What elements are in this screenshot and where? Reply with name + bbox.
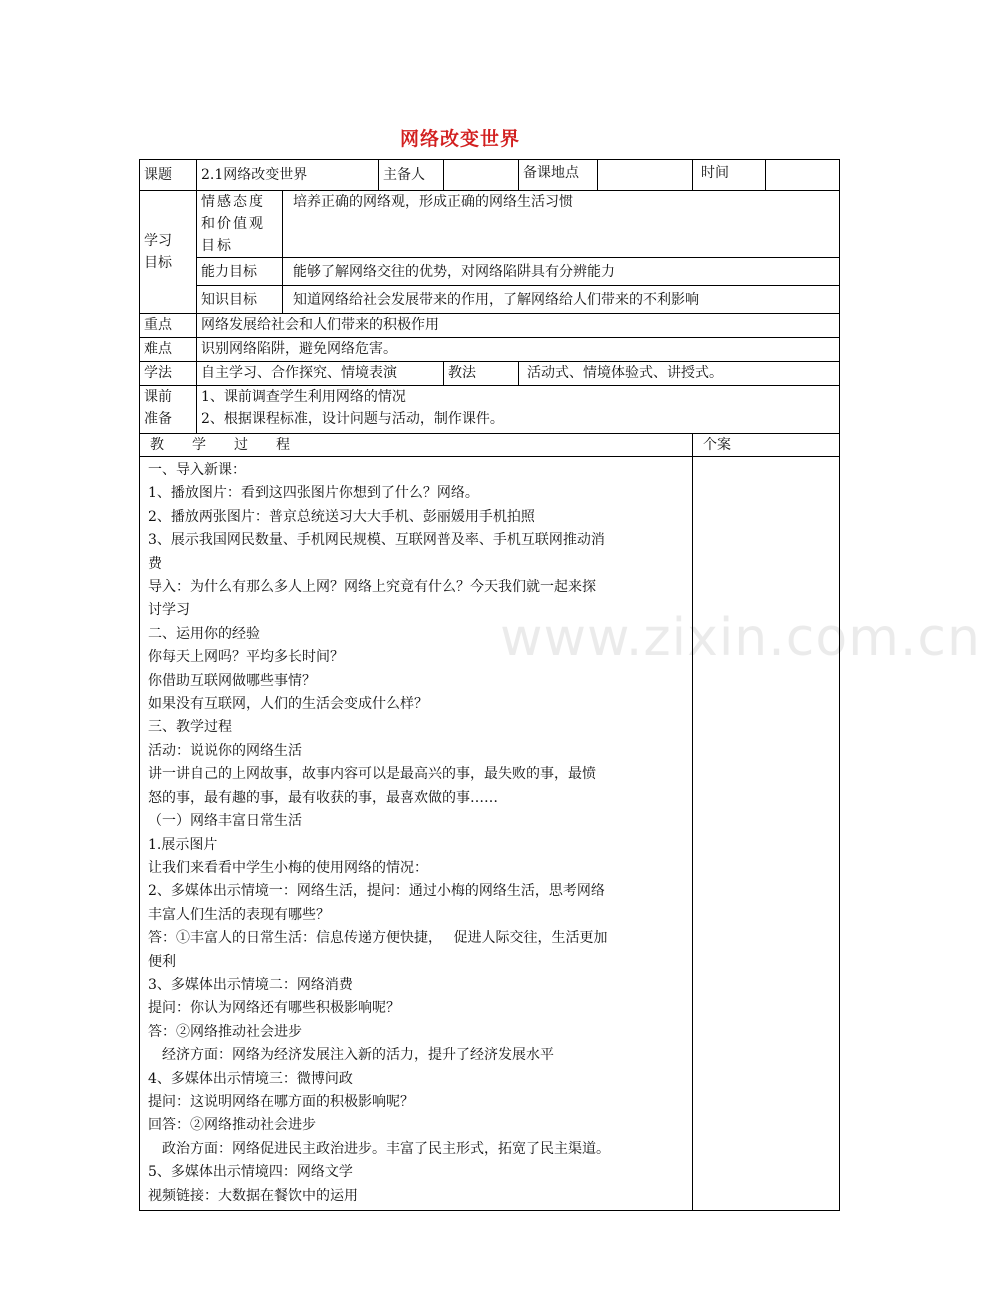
process-line: 视频链接：大数据在餐饮中的运用	[148, 1187, 358, 1204]
methods-row	[140, 362, 840, 386]
topic-value: 2.1网络改变世界	[197, 160, 379, 191]
goal-name-ability: 能力目标	[197, 258, 283, 286]
difficulty-text: 识别网络陷阱，避免网络危害。	[197, 338, 840, 362]
place-label: 备课地点	[519, 160, 598, 191]
process-line: 1、播放图片：看到这四张图片你想到了什么？网络。	[148, 485, 479, 502]
goal-text-ability: 能够了解网络交往的优势，对网络陷阱具有分辨能力	[283, 258, 840, 286]
process-line: 2、播放两张图片：普京总统送习大大手机、彭丽媛用手机拍照	[148, 508, 535, 525]
prep-content	[197, 386, 840, 434]
goals-label-line2: 目标	[144, 255, 172, 271]
process-line: 三、教学过程	[148, 719, 232, 736]
header-row	[140, 160, 840, 191]
process-line: 3、多媒体出示情境二：网络消费	[148, 976, 353, 993]
process-line: 讨学习	[148, 602, 190, 619]
key-point-label: 重点	[140, 314, 197, 338]
process-line: 你借助互联网做哪些事情？	[148, 672, 316, 689]
lead-label: 主备人	[379, 160, 444, 191]
goal-text-emotion: 培养正确的网络观，形成正确的网络生活习惯	[283, 191, 840, 258]
lead-value	[444, 160, 519, 191]
process-line: 提问：这说明网络在哪方面的积极影响呢？	[148, 1093, 414, 1110]
prep-line: 1、课前调查学生利用网络的情况	[201, 389, 406, 405]
prep-row	[140, 386, 840, 434]
process-content	[140, 457, 693, 1211]
process-line: 讲一讲自己的上网故事，故事内容可以是最高兴的事，最失败的事，最愤	[148, 766, 596, 783]
process-line: 丰富人们生活的表现有哪些？	[148, 906, 330, 923]
difficulty-label: 难点	[140, 338, 197, 362]
time-value	[766, 160, 840, 191]
goal-row-ability	[140, 258, 840, 286]
process-line: 政治方面：网络促进民主政治进步。丰富了民主形式，拓宽了民主渠道。	[148, 1140, 610, 1157]
process-line: 便利	[148, 953, 176, 970]
goal-name-knowledge: 知识目标	[197, 286, 283, 314]
lesson-plan-table	[139, 159, 840, 1211]
goals-label	[140, 191, 197, 314]
process-line: 经济方面：网络为经济发展注入新的活力，提升了经济发展水平	[148, 1047, 554, 1064]
goals-label-line1: 学习	[144, 233, 172, 249]
process-line: 一、导入新课：	[148, 462, 246, 478]
process-line: 5、多媒体出示情境四：网络文学	[148, 1164, 353, 1181]
study-method-label: 学法	[140, 362, 197, 386]
study-method-text: 自主学习、合作探究、情境表演	[197, 362, 444, 386]
prep-label	[140, 386, 197, 434]
process-line: 怒的事，最有趣的事，最有收获的事，最喜欢做的事……	[148, 789, 498, 806]
watermark: www.zixin.com.cn	[500, 608, 981, 668]
process-line: 4、多媒体出示情境三：微博问政	[148, 1070, 353, 1087]
process-line: 如果没有互联网，人们的生活会变成什么样？	[148, 696, 428, 713]
process-line: 3、展示我国网民数量、手机网民规模、互联网普及率、手机互联网推动消	[148, 532, 605, 549]
goal-name-emotion: 情感态度和价值观目标	[197, 191, 283, 258]
goal-row-emotion	[140, 191, 840, 258]
process-header: 教 学 过 程	[140, 434, 693, 457]
process-line: 答：②网络推动社会进步	[148, 1023, 302, 1040]
process-line: 2、多媒体出示情境一：网络生活，提问：通过小梅的网络生活，思考网络	[148, 883, 605, 900]
key-point-row	[140, 314, 840, 338]
process-line: 1.展示图片	[148, 836, 218, 853]
case-content	[693, 457, 840, 1211]
process-line: 费	[148, 555, 162, 572]
difficulty-row	[140, 338, 840, 362]
goal-row-knowledge	[140, 286, 840, 314]
process-line: 活动：说说你的网络生活	[148, 742, 302, 759]
process-line: 让我们来看看中学生小梅的使用网络的情况：	[148, 859, 428, 876]
process-line: 导入：为什么有那么多人上网？网络上究竟有什么？今天我们就一起来探	[148, 579, 596, 596]
prep-label-line2: 准备	[144, 411, 172, 427]
case-header: 个案	[693, 434, 840, 457]
goal-text-knowledge: 知道网络给社会发展带来的作用，了解网络给人们带来的不利影响	[283, 286, 840, 314]
place-value	[598, 160, 693, 191]
teach-method-label: 教法	[444, 362, 519, 386]
process-line: 答：①丰富人的日常生活：信息传递方便快捷， 促进人际交往，生活更加	[148, 930, 608, 947]
teach-method-text: 活动式、情境体验式、讲授式。	[519, 362, 840, 386]
process-line: 回答：②网络推动社会进步	[148, 1117, 316, 1134]
prep-line: 2、根据课程标准，设计问题与活动，制作课件。	[201, 411, 504, 427]
process-line: （一）网络丰富日常生活	[148, 813, 302, 830]
key-point-text: 网络发展给社会和人们带来的积极作用	[197, 314, 840, 338]
topic-label: 课题	[140, 160, 197, 191]
process-line: 二、运用你的经验	[148, 625, 260, 642]
process-line: 提问：你认为网络还有哪些积极影响呢？	[148, 1000, 400, 1017]
document-title: 网络改变世界	[399, 128, 520, 150]
prep-label-line1: 课前	[144, 389, 172, 405]
process-line: 你每天上网吗？平均多长时间？	[148, 649, 344, 666]
process-header-row	[140, 434, 840, 457]
process-body-row	[140, 457, 840, 1211]
time-label: 时间	[693, 160, 766, 191]
